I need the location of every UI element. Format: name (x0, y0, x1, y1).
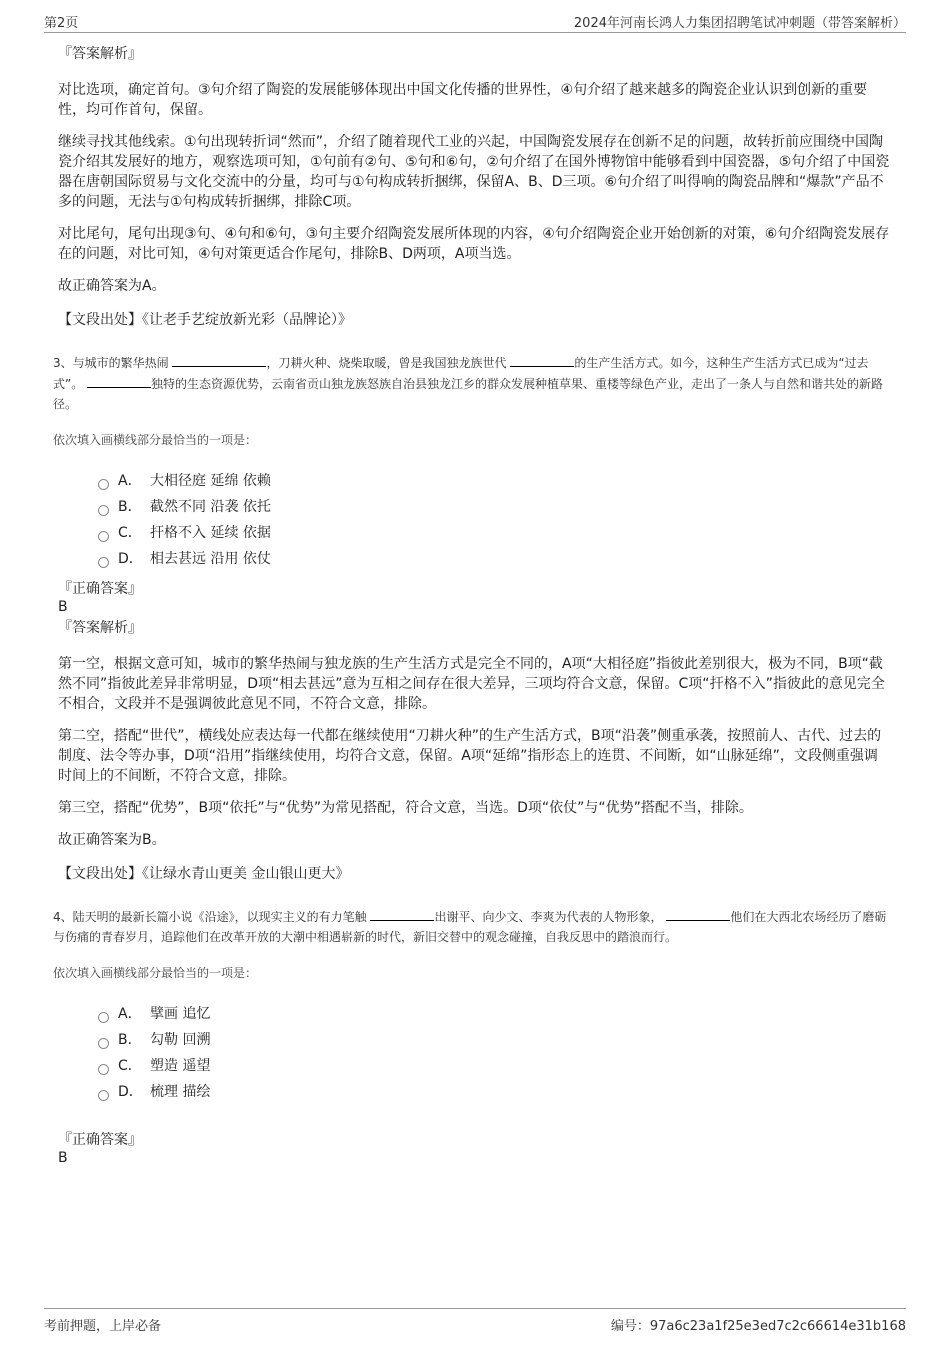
radio-icon[interactable] (98, 557, 109, 568)
q4-instruction: 依次填入画横线部分最恰当的一项是： (53, 966, 258, 980)
page-number: 第2页 (44, 16, 79, 31)
q3-option-a[interactable]: A． 大相径庭 延绵 依赖 (98, 468, 890, 494)
q3-option-d[interactable]: D． 相去甚远 沿用 依仗 (98, 546, 890, 572)
radio-icon[interactable] (98, 1038, 109, 1049)
page-header (44, 8, 906, 33)
q3-blank-3 (87, 373, 151, 388)
q2-analysis-label: 『答案解析』 (58, 46, 142, 62)
radio-icon[interactable] (98, 505, 109, 516)
document-title: 2024年河南长鸿人力集团招聘笔试冲刺题（带答案解析） (573, 16, 906, 31)
q4-options (98, 1001, 890, 1105)
q3-option-c[interactable]: C． 扞格不入 延续 依据 (98, 520, 890, 546)
q4-option-c[interactable]: C． 塑造 遥望 (98, 1053, 890, 1079)
radio-icon[interactable] (98, 1090, 109, 1101)
q2-conclusion: 故正确答案为A。 (58, 278, 166, 294)
q3-analysis-paragraph: 第一空，根据文意可知，城市的繁华热闹与独龙族的生产生活方式是完全不同的，A项“大相径庭”指彼此差别很大，极为不同，B项“截然不同”指彼此差异非常明显，D项“相去甚远”意为互相之间存在很大差异，三项均符合文意，保留。C项“扞格不入”指彼此的意见完全不相合，文段并不是强调彼此意见不同，不符合文意，排除。 (58, 656, 885, 712)
q4-option-b[interactable]: B． 勾勒 回溯 (98, 1027, 890, 1053)
q3-blank-2 (510, 352, 574, 367)
q3-analysis-label: 『答案解析』 (58, 620, 142, 636)
q2-analysis-paragraph: 对比尾句，尾句出现③句、④句和⑥句，③句主要介绍陶瓷发展所体现的内容，④句介绍陶瓷企业开始创新的对策，⑥句介绍陶瓷发展存在的问题，对比可知，④句对策更适合作尾句，排除B、D两项，A项当选。 (58, 226, 890, 262)
q4-option-d[interactable]: D． 梳理 描绘 (98, 1079, 890, 1105)
q3-source: 【文段出处】《让绿水青山更美 金山银山更大》 (58, 866, 350, 882)
q3-option-b[interactable]: B． 截然不同 沿袭 依托 (98, 494, 890, 520)
page-footer (44, 1308, 906, 1337)
q4-answer-label: 『正确答案』 (58, 1132, 142, 1148)
q3-analysis-paragraph: 第二空，搭配“世代”，横线处应表达每一代都在继续使用“刀耕火种”的生产生活方式，B项“沿袭”侧重承袭，按照前人、古代、过去的制度、法令等办事，D项“沿用”指继续使用，均符合文意，保留。A项“延绵”指形态上的连贯、不间断，如“山脉延绵”，文段侧重强调时间上的不间断，不符合文意，排除。 (58, 728, 882, 784)
q3-conclusion: 故正确答案为B。 (58, 832, 166, 848)
page-content (53, 44, 890, 1169)
radio-icon[interactable] (98, 531, 109, 542)
q3-instruction: 依次填入画横线部分最恰当的一项是： (53, 433, 258, 447)
q3-answer: B (58, 599, 68, 615)
q3-analysis-paragraph: 第三空，搭配“优势”，B项“依托”与“优势”为常见搭配，符合文意，当选。D项“依仗”与“优势”搭配不当，排除。 (58, 800, 753, 816)
q3-options (98, 468, 890, 572)
q3-blank-1 (172, 352, 266, 367)
q2-analysis-paragraph: 继续寻找其他线索。①句出现转折词“然而”，介绍了随着现代工业的兴起，中国陶瓷发展存在创新不足的问题，故转折前应围绕中国陶瓷介绍其发展好的地方，观察选项可知，①句前有②句、⑤句和⑥句，②句介绍了在国外博物馆中能够看到中国瓷器，⑤句介绍了中国瓷器在唐朝国际贸易与文化交流中的分量，均可与①句构成转折捆绑，保留A、B、D三项。⑥句介绍了叫得响的陶瓷品牌和“爆款”产品不多的问题，无法与①句构成转折捆绑，排除C项。 (58, 134, 890, 210)
radio-icon[interactable] (98, 1064, 109, 1075)
radio-icon[interactable] (98, 479, 109, 490)
q3-question-text: 3、与城市的繁华热闹 ，刀耕火种、烧柴取暖，曾是我国独龙族世代 的生产生活方式。如今，这种生产生活方式已成为“过去式”。 独特的生态资源优势，云南省贡山独龙族怒族自治县独龙江乡的群众发展种植草果、重楼等绿色产业，走出了一条人与自然和谐共处的新路径。 (53, 352, 890, 414)
q4-blank-1 (370, 906, 434, 921)
q4-answer: B (58, 1150, 68, 1166)
q4-question-text: 4、陆天明的最新长篇小说《沿途》，以现实主义的有力笔触 出谢平、向少文、李爽为代表的人物形象， 他们在大西北农场经历了磨砺与伤痛的青春岁月，追踪他们在改革开放的大潮中相遇崭新的时代，新旧交替中的观念碰撞，自我反思中的踏浪而行。 (53, 906, 890, 947)
document-code: 编号：97a6c23a1f25e3ed7c2c66614e31b168 (610, 1319, 906, 1334)
q2-source: 【文段出处】《让老手艺绽放新光彩（品牌论）》 (58, 312, 352, 328)
q4-blank-2 (666, 906, 730, 921)
footer-slogan: 考前押题，上岸必备 (44, 1319, 162, 1334)
q2-analysis-paragraph: 对比选项，确定首句。③句介绍了陶瓷的发展能够体现出中国文化传播的世界性，④句介绍了越来越多的陶瓷企业认识到创新的重要性，均可作首句，保留。 (58, 82, 868, 118)
q4-option-a[interactable]: A． 擘画 追忆 (98, 1001, 890, 1027)
q3-answer-label: 『正确答案』 (58, 581, 142, 597)
radio-icon[interactable] (98, 1012, 109, 1023)
